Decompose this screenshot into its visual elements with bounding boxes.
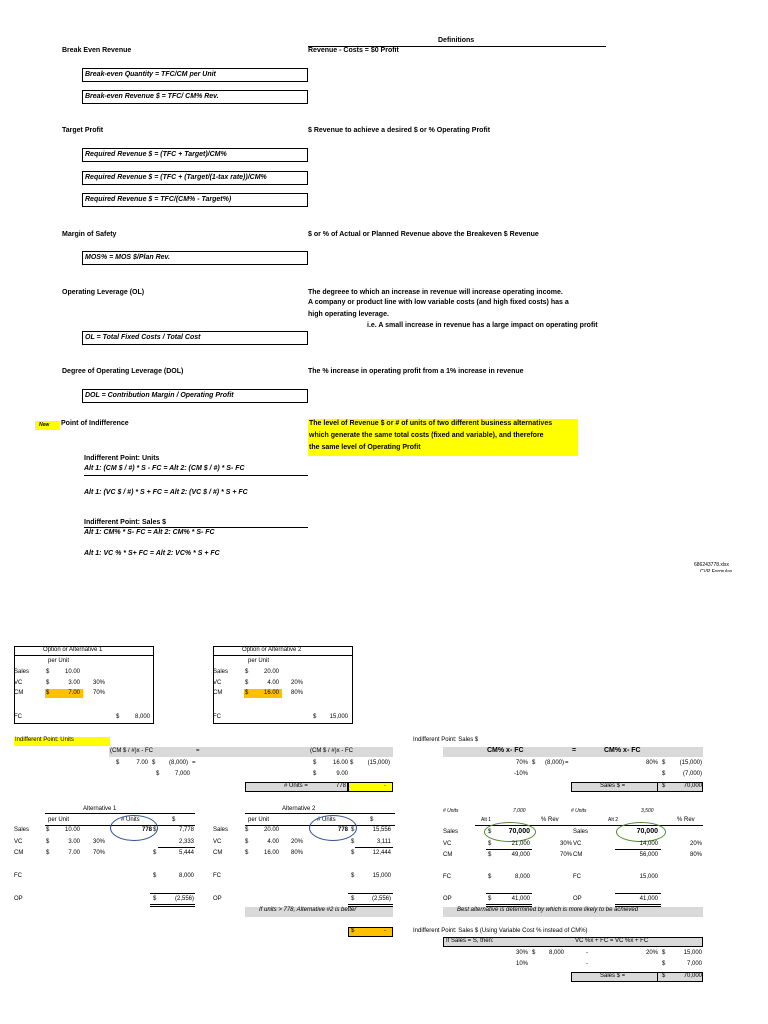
break-even-label: Break Even Revenue bbox=[62, 47, 132, 54]
currency-symbol: $ bbox=[153, 827, 157, 833]
alt1-title-line bbox=[45, 813, 195, 814]
alt2-title-line bbox=[245, 813, 395, 814]
units-l2: 7,000 bbox=[174, 771, 190, 777]
alt1-cm: 7.00 bbox=[68, 850, 80, 856]
units-l1-a: 7.00 bbox=[136, 760, 148, 766]
ol-formula: OL = Total Fixed Costs / Total Cost bbox=[82, 331, 308, 345]
units-title: Indifferent Point: Units bbox=[84, 455, 160, 462]
indifference-def-1: The level of Revenue $ or # of units of two different business alternatives bbox=[309, 420, 553, 427]
alt1-row-fc: FC bbox=[14, 873, 22, 879]
op-leverage-def-1: The degreee to which an increase in revenue will increase operating income. bbox=[308, 289, 563, 296]
indifference-label: Point of Indifference bbox=[61, 420, 129, 427]
compare-row-fc: FC bbox=[443, 874, 451, 880]
compare-cm1: 49,000 bbox=[511, 852, 530, 858]
opt2-title-line bbox=[213, 655, 353, 656]
compare-vc1: 21,000 bbox=[511, 841, 530, 847]
alt2-op: (2,556) bbox=[371, 896, 391, 902]
opt2-row-cm: CM bbox=[213, 690, 223, 696]
alt2-cm-pct: 80% bbox=[291, 850, 304, 856]
units-r1-b: (15,000) bbox=[367, 760, 390, 766]
alt2-h-per-unit: per Unit bbox=[248, 817, 270, 823]
units-calc-right-hdr: (CM $ / #)x - FC bbox=[310, 748, 353, 754]
opt2-per-unit: per Unit bbox=[248, 658, 270, 664]
currency-symbol: $ bbox=[662, 961, 666, 967]
opt1-row-cm: CM bbox=[14, 690, 24, 696]
currency-symbol: $ bbox=[488, 829, 492, 835]
compare-row-sales: Sales bbox=[443, 829, 459, 835]
currency-symbol: $ bbox=[153, 850, 157, 856]
option-2-box bbox=[213, 646, 353, 724]
opt1-cm: 7.00 bbox=[68, 690, 80, 696]
sales-vc-r2-v: 7,000 bbox=[686, 961, 702, 967]
sales-l1-eq: = bbox=[565, 760, 569, 766]
currency-symbol: $ bbox=[662, 950, 666, 956]
currency-symbol: $ bbox=[351, 839, 355, 845]
alt2-units-circle bbox=[309, 815, 357, 841]
currency-symbol: $ bbox=[488, 852, 492, 858]
alt2-cm-total: 12,444 bbox=[372, 850, 391, 856]
orange-result-cell bbox=[348, 927, 393, 937]
sales-vc-result-divider bbox=[657, 972, 658, 982]
target-profit-label: Target Profit bbox=[62, 127, 104, 134]
alt2-note: If units > 778, Alternative #2 is better bbox=[245, 907, 393, 917]
sales-calc-title: Indifferent Point: Sales $ bbox=[413, 737, 479, 743]
alt1-h-per-unit: per Unit bbox=[48, 817, 70, 823]
sales-formula-1: Alt 1: CM% * S- FC = Alt 2: CM% * S- FC bbox=[84, 529, 215, 536]
compare-cm1-pct: 70% bbox=[560, 852, 573, 858]
alt1-fc: 8,000 bbox=[178, 873, 194, 879]
currency-symbol: $ bbox=[313, 771, 317, 777]
alt2-fc: 15,000 bbox=[372, 873, 391, 879]
opt1-title-line bbox=[14, 655, 154, 656]
sales-calc-left-hdr: CM% x- FC bbox=[487, 747, 524, 754]
option-1-box bbox=[14, 646, 154, 724]
compare-alt2: Alt 2 bbox=[608, 817, 619, 823]
sales-l2-pct: -10% bbox=[513, 771, 528, 777]
alt2-vc-line bbox=[355, 847, 393, 848]
sales-vc-r1-pct: 20% bbox=[645, 950, 658, 956]
currency-symbol: $ bbox=[116, 714, 120, 720]
compare-row-cm-2: CM bbox=[573, 852, 583, 858]
compare-row-op: OP bbox=[443, 896, 452, 902]
alt2-row-sales: Sales bbox=[213, 827, 229, 833]
units-r2: 9.00 bbox=[336, 771, 348, 777]
opt1-row-sales: Sales bbox=[14, 669, 30, 675]
currency-symbol: $ bbox=[662, 771, 666, 777]
alt2-vc-pct: 20% bbox=[291, 839, 304, 845]
indifference-def-2: which generate the same total costs (fixed and variable), and therefore bbox=[309, 432, 544, 439]
orange-cell-sym: $ bbox=[351, 928, 355, 934]
units-result-yellow bbox=[348, 782, 393, 792]
currency-symbol: $ bbox=[488, 874, 492, 880]
opt1-title: Option or Alternative 1 bbox=[43, 647, 103, 653]
sales-r1-pct: 80% bbox=[645, 760, 658, 766]
alt2-vc-total: 3,111 bbox=[376, 839, 391, 845]
opt1-vc: 3.00 bbox=[68, 680, 80, 686]
opt2-row-sales: Sales bbox=[213, 669, 229, 675]
opt1-cm-pct: 70% bbox=[93, 690, 106, 696]
compare-alt1: Alt 1 bbox=[481, 817, 492, 823]
sales-vc-title: Indifferent Point: Sales $ (Using Variable Cost % instead of CM%) bbox=[413, 928, 588, 934]
sales-vc-result-value: 70,000 bbox=[683, 973, 702, 979]
alt1-h-units: # Units bbox=[121, 817, 140, 823]
opt2-row-vc: VC bbox=[213, 680, 222, 686]
units-calc-left-hdr: (CM $ / #)x - FC bbox=[110, 748, 153, 754]
compare-op1: 41,000 bbox=[511, 896, 530, 902]
currency-symbol: $ bbox=[245, 839, 249, 845]
currency-symbol: $ bbox=[245, 680, 249, 686]
alt1-title: Alternative 1 bbox=[83, 806, 117, 812]
alt1-row-vc: VC bbox=[14, 839, 23, 845]
alt1-cm-pct: 70% bbox=[93, 850, 106, 856]
alt2-sales-total: 15,556 bbox=[372, 827, 391, 833]
compare-pct-rev: % Rev bbox=[541, 817, 559, 823]
alt2-row-vc: VC bbox=[213, 839, 222, 845]
opt2-cm-pct: 80% bbox=[291, 690, 304, 696]
compare-pct-rev2: % Rev bbox=[677, 817, 695, 823]
mos-formula: MOS% = MOS $/Plan Rev. bbox=[82, 251, 308, 265]
compare-row-fc-2: FC bbox=[573, 874, 581, 880]
compare-h-units2-val: 3,500 bbox=[641, 808, 654, 814]
alt1-units: 778 bbox=[141, 827, 152, 833]
currency-symbol: $ bbox=[662, 760, 666, 766]
sales-vc-l1-dash: - bbox=[586, 950, 588, 956]
currency-symbol: $ bbox=[351, 873, 355, 879]
op-leverage-def-4: i.e. A small increase in revenue has a large impact on operating profit bbox=[367, 322, 598, 329]
units-l1-b: (8,000) bbox=[168, 760, 188, 766]
file-note-2: CVP Formulas bbox=[700, 569, 733, 572]
target-formula-3: Required Revenue $ = TFC/(CM% - Target%) bbox=[82, 193, 308, 207]
currency-symbol: $ bbox=[662, 783, 666, 789]
alt2-row-fc: FC bbox=[213, 873, 221, 879]
dol-label: Degree of Operating Leverage (DOL) bbox=[62, 368, 184, 375]
currency-symbol: $ bbox=[488, 841, 492, 847]
orange-cell-val: - bbox=[384, 928, 386, 934]
alt2-h-total: $ bbox=[370, 817, 374, 823]
alt2-h-units: # Units bbox=[317, 817, 336, 823]
sales-vc-r1-v: 15,000 bbox=[683, 950, 702, 956]
compare-vc1-line bbox=[486, 849, 532, 850]
break-even-definition: Revenue - Costs = $0 Profit bbox=[308, 47, 399, 54]
sales-vc-right-hdr: VC %x + FC = VC %x + FC bbox=[575, 938, 649, 944]
compare-row-vc-2: VC bbox=[573, 841, 582, 847]
compare-vc1-pct: 30% bbox=[560, 841, 573, 847]
sales-calc-right-hdr: CM% x- FC bbox=[604, 747, 641, 754]
sales-formula-2: Alt 1: VC % * S+ FC = Alt 2: VC% * S + FC bbox=[84, 550, 220, 557]
target-profit-definition: $ Revenue to achieve a desired $ or % Operating Profit bbox=[308, 127, 491, 134]
alt2-row-cm: CM bbox=[213, 850, 223, 856]
sales-r2: (7,000) bbox=[682, 771, 702, 777]
currency-symbol: $ bbox=[46, 690, 50, 696]
new-badge: New bbox=[35, 421, 60, 430]
opt1-vc-pct: 30% bbox=[93, 680, 106, 686]
alt2-units: 778 bbox=[337, 827, 348, 833]
currency-symbol: $ bbox=[245, 827, 249, 833]
alt2-title: Alternative 2 bbox=[282, 806, 316, 812]
alt1-units-circle bbox=[110, 815, 158, 841]
sales-result-label: Sales $ = bbox=[600, 783, 626, 789]
opt2-cm: 16.00 bbox=[263, 690, 279, 696]
compare-cm2: 56,000 bbox=[639, 852, 658, 858]
alt2-cm: 16.00 bbox=[263, 850, 279, 856]
alt1-row-cm: CM bbox=[14, 850, 24, 856]
compare-h-units: # Units bbox=[443, 808, 459, 814]
compare-h-units-val: 7,000 bbox=[513, 808, 526, 814]
compare-row-cm: CM bbox=[443, 852, 453, 858]
dol-formula: DOL = Contribution Margin / Operating Profit bbox=[82, 389, 308, 403]
alt1-op: (2,556) bbox=[174, 896, 194, 902]
margin-safety-definition: $ or % of Actual or Planned Revenue above the Breakeven $ Revenue bbox=[308, 231, 539, 238]
compare-sales2: 70,000 bbox=[636, 828, 658, 835]
definitions-header: Definitions bbox=[438, 37, 475, 44]
compare-sales2-circle bbox=[616, 822, 666, 842]
compare-fc2: 15,000 bbox=[639, 874, 658, 880]
units-calc-eq: = bbox=[196, 748, 200, 754]
currency-symbol: $ bbox=[350, 760, 354, 766]
opt1-row-vc: VC bbox=[14, 680, 23, 686]
compare-vc2: 14,000 bbox=[639, 841, 658, 847]
units-result-label: # Units = bbox=[284, 783, 308, 789]
op-leverage-def-3: high operating leverage. bbox=[308, 311, 389, 318]
compare-h-units2: # Units bbox=[571, 808, 587, 814]
op-leverage-def-2: A company or product line with low variable costs (and high fixed costs) has a bbox=[308, 299, 569, 306]
currency-symbol: $ bbox=[313, 714, 317, 720]
alt1-sales-total: 7,778 bbox=[178, 827, 194, 833]
margin-safety-label: Margin of Safety bbox=[62, 231, 117, 238]
indifference-def-3: the same level of Operating Profit bbox=[309, 444, 421, 451]
currency-symbol: $ bbox=[153, 896, 157, 902]
alt2-vc: 4.00 bbox=[267, 839, 279, 845]
units-result-dash: - bbox=[384, 783, 386, 789]
alt1-op-line-1 bbox=[150, 904, 195, 905]
currency-symbol: $ bbox=[245, 850, 249, 856]
opt2-title: Option or Alternative 2 bbox=[242, 647, 302, 653]
alt1-op-line-2 bbox=[150, 906, 195, 907]
alt1-h-total: $ bbox=[172, 817, 176, 823]
currency-symbol: $ bbox=[532, 760, 536, 766]
units-r1-a: 16.00 bbox=[332, 760, 348, 766]
sales-result-divider bbox=[657, 782, 658, 792]
break-even-qty-formula: Break-even Quantity = TFC/CM per Unit bbox=[82, 68, 308, 82]
compare-vc2-pct: 20% bbox=[690, 841, 703, 847]
alt1-op-line-top bbox=[150, 893, 195, 894]
opt2-sales: 20.00 bbox=[263, 669, 279, 675]
currency-symbol: $ bbox=[46, 839, 50, 845]
sales-formula-line bbox=[84, 527, 308, 528]
compare-op1-line-top bbox=[486, 893, 532, 894]
compare-row-op-2: OP bbox=[573, 896, 582, 902]
sales-vc-l1-v: 8,000 bbox=[548, 950, 564, 956]
opt1-fc: 8,000 bbox=[134, 714, 150, 720]
currency-symbol: $ bbox=[46, 669, 50, 675]
units-l1-eq: = bbox=[192, 760, 196, 766]
alt1-row-op: OP bbox=[14, 896, 23, 902]
compare-op2-line-top bbox=[615, 893, 661, 894]
compare-op1-line-1 bbox=[486, 904, 532, 905]
sales-vc-l2-pct: 10% bbox=[515, 961, 528, 967]
sales-l1-b: (8,000) bbox=[544, 760, 564, 766]
compare-sales1: 70,000 bbox=[508, 828, 530, 835]
dol-definition: The % increase in operating profit from a 1% increase in revenue bbox=[308, 368, 524, 375]
currency-symbol: $ bbox=[152, 760, 156, 766]
compare-fc1: 8,000 bbox=[514, 874, 530, 880]
break-even-rev-formula: Break-even Revenue $ = TFC/ CM% Rev. bbox=[82, 90, 308, 104]
currency-symbol: $ bbox=[156, 771, 160, 777]
sales-l1-pct: 70% bbox=[515, 760, 528, 766]
sales-calc-eq: = bbox=[572, 747, 577, 754]
sales-vc-l1-pct: 30% bbox=[515, 950, 528, 956]
sales-vc-result-label: Sales $ = bbox=[600, 973, 626, 979]
compare-sales1-circle bbox=[484, 822, 536, 842]
compare-note: Best alternative is determined by which is more likely to be achieved bbox=[443, 907, 703, 917]
alt1-sales: 10.00 bbox=[64, 827, 80, 833]
opt2-vc: 4.00 bbox=[267, 680, 279, 686]
currency-symbol: $ bbox=[351, 896, 355, 902]
currency-symbol: $ bbox=[662, 973, 666, 979]
sales-vc-left-hdr: If Sales = S, then: bbox=[446, 938, 494, 944]
compare-op2-line-1 bbox=[615, 904, 661, 905]
currency-symbol: $ bbox=[351, 850, 355, 856]
currency-symbol: $ bbox=[46, 680, 50, 686]
alt2-op-line-top bbox=[348, 893, 393, 894]
compare-vc2-line bbox=[615, 849, 661, 850]
currency-symbol: $ bbox=[351, 827, 355, 833]
alt2-op-line-1 bbox=[348, 904, 393, 905]
units-formula-1: Alt 1: (CM $ / #) * S - FC = Alt 2: (CM $ / #) * S- FC bbox=[84, 465, 245, 472]
compare-cm2-pct: 80% bbox=[690, 852, 703, 858]
currency-symbol: $ bbox=[153, 873, 157, 879]
alt1-vc: 3.00 bbox=[68, 839, 80, 845]
sales-title: Indifferent Point: Sales $ bbox=[84, 519, 167, 526]
currency-symbol: $ bbox=[116, 760, 120, 766]
alt1-vc-total: 2,333 bbox=[178, 839, 194, 845]
sales-result-value: 70,000 bbox=[683, 783, 702, 789]
units-formula-line bbox=[84, 475, 308, 476]
target-formula-2: Required Revenue $ = (TFC + (Target/(1-tax rate))/CM% bbox=[82, 171, 308, 185]
currency-symbol: $ bbox=[245, 669, 249, 675]
opt1-row-fc: FC bbox=[14, 714, 22, 720]
alt1-row-sales: Sales bbox=[14, 827, 30, 833]
opt2-fc: 15,000 bbox=[329, 714, 348, 720]
target-formula-1: Required Revenue $ = (TFC + Target)/CM% bbox=[82, 148, 308, 162]
currency-symbol: $ bbox=[46, 827, 50, 833]
file-note: 686243778.xlsx bbox=[694, 562, 730, 568]
alt1-cm-total: 5,444 bbox=[178, 850, 194, 856]
compare-row-vc: VC bbox=[443, 841, 452, 847]
currency-symbol: $ bbox=[46, 850, 50, 856]
currency-symbol: $ bbox=[313, 760, 317, 766]
alt2-row-op: OP bbox=[213, 896, 222, 902]
sales-r1-b: (15,000) bbox=[679, 760, 702, 766]
alt1-vc-line bbox=[158, 847, 195, 848]
sales-vc-l2-dash: - bbox=[586, 961, 588, 967]
units-formula-2: Alt 1: (VC $ / #) * S + FC = Alt 2: (VC $ / #) * S + FC bbox=[84, 489, 248, 496]
units-calc-title: Indifferent Point: Units bbox=[14, 737, 110, 746]
alt1-vc-pct: 30% bbox=[93, 839, 106, 845]
currency-symbol: $ bbox=[488, 896, 492, 902]
compare-op2: 41,000 bbox=[639, 896, 658, 902]
units-result-value: 778 bbox=[335, 783, 346, 789]
currency-symbol: $ bbox=[245, 690, 249, 696]
op-leverage-label: Operating Leverage (OL) bbox=[62, 289, 145, 296]
currency-symbol: $ bbox=[532, 950, 536, 956]
compare-row-sales-2: Sales bbox=[573, 829, 589, 835]
alt2-sales: 20.00 bbox=[263, 827, 279, 833]
opt1-sales: 10.00 bbox=[64, 669, 80, 675]
opt1-per-unit: per Unit bbox=[48, 658, 70, 664]
opt2-vc-pct: 20% bbox=[291, 680, 304, 686]
opt2-row-fc: FC bbox=[213, 714, 221, 720]
